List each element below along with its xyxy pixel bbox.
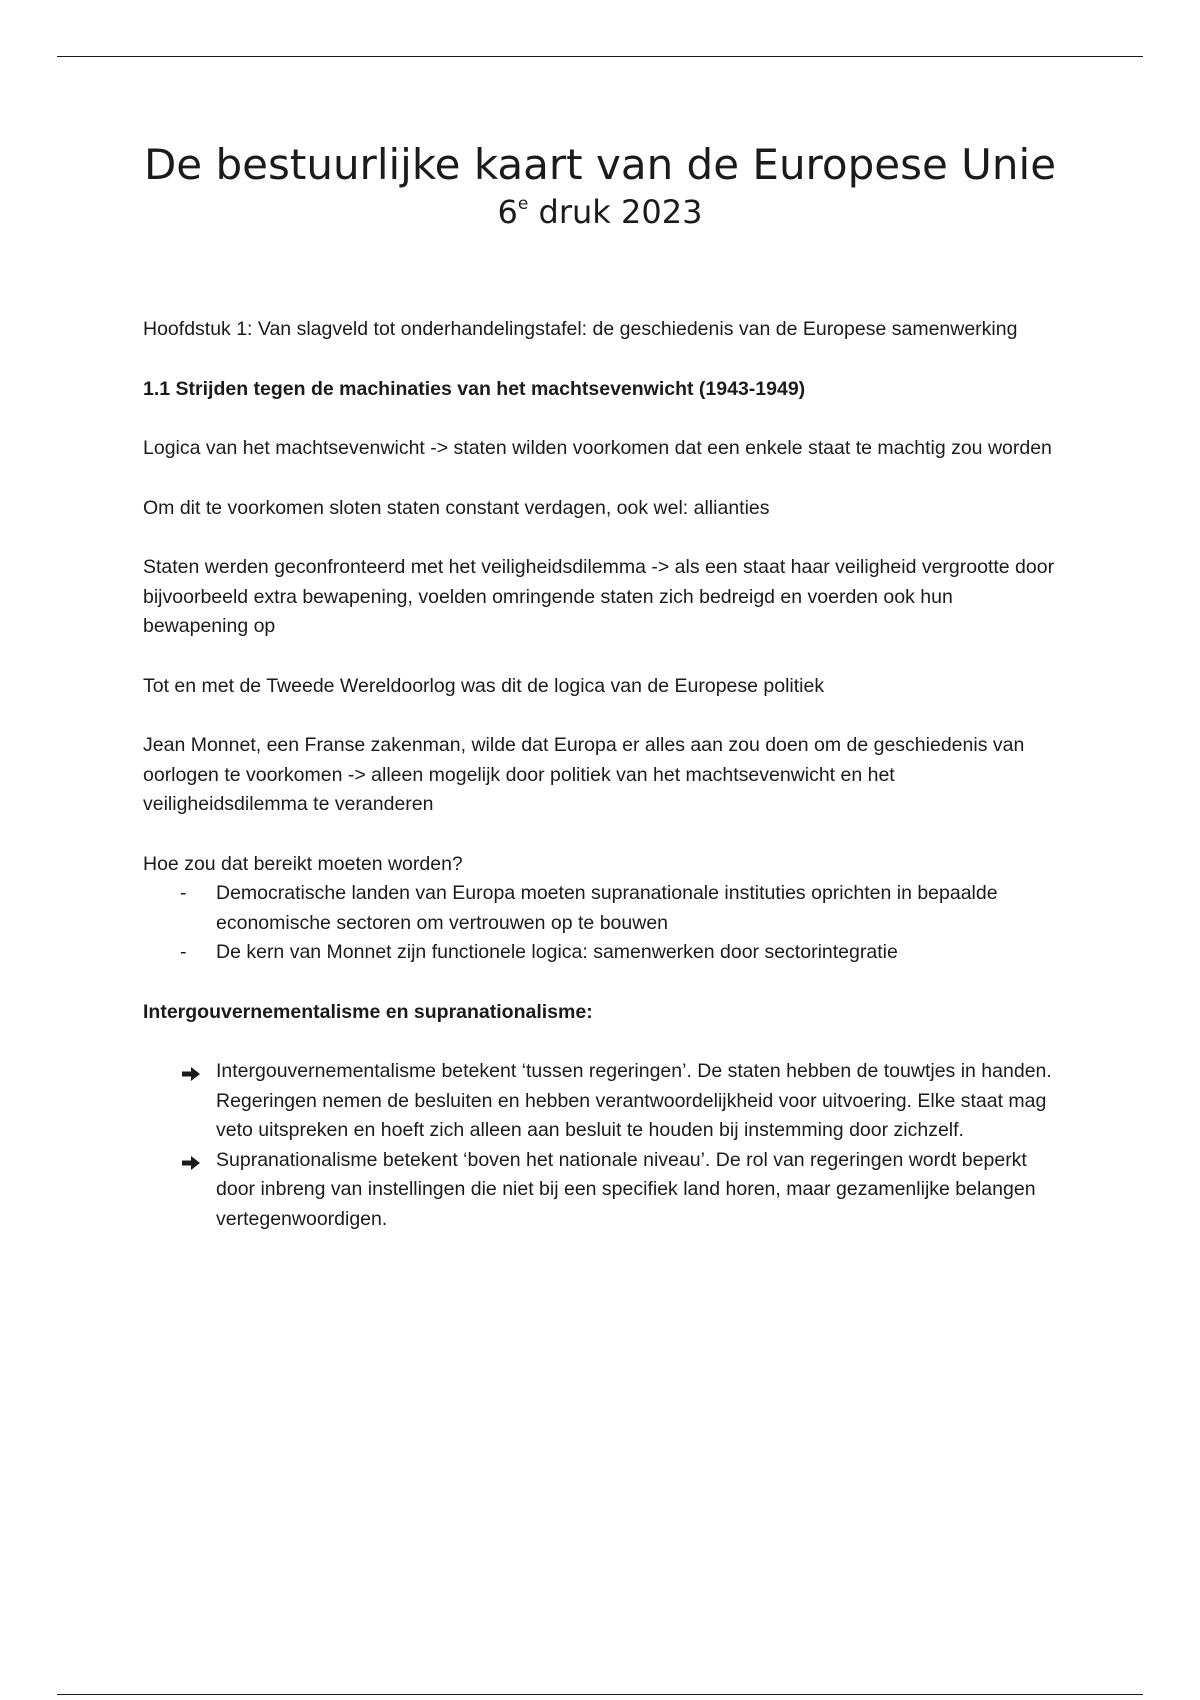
list-item-text: De kern van Monnet zijn functionele logica: samenwerken door sectorintegratie — [216, 941, 898, 963]
section-heading: 1.1 Strijden tegen de machinaties van het machtsevenwicht (1943-1949) — [143, 377, 806, 400]
page-top-rule — [57, 56, 1143, 57]
subheading: Intergouvernementalisme en supranationalisme: — [143, 1000, 593, 1023]
page-bottom-rule — [57, 1694, 1143, 1695]
document-title: De bestuurlijke kaart van de Europese Unie — [143, 140, 1057, 189]
paragraph: Logica van het machtsevenwicht -> staten wilden voorkomen dat een enkele staat te machtig zou worden — [143, 437, 1052, 459]
arrow-right-icon — [181, 1063, 201, 1081]
list-item — [143, 938, 1063, 968]
arrow-right-icon — [181, 1152, 201, 1170]
list-item-text: Supranationalisme betekent ‘boven het nationale niveau’. De rol van regeringen wordt beperkt door inbreng van instellingen die niet bij een specifiek land horen, maar gezamenlijke belangen vertegenwoordigen. — [216, 1148, 1036, 1230]
edition-suffix: druk 2023 — [528, 193, 703, 231]
paragraph: Om dit te voorkomen sloten staten constant verdagen, ook wel: allianties — [143, 496, 770, 519]
paragraph: Staten werden geconfronteerd met het veiligheidsdilemma -> als een staat haar veiligheid vergrootte door bijvoorbeeld extra bewapening, voelden omringende staten zich bedreigd en voerden ook hun bewapening op — [143, 556, 1055, 637]
title-block — [143, 140, 1057, 232]
edition-number: 6 — [497, 193, 518, 231]
dash-marker: - — [180, 941, 187, 963]
paragraph: Jean Monnet, een Franse zakenman, wilde dat Europa er alles aan zou doen om de geschiedenis van oorlogen te voorkomen -> alleen mogelijk door politiek van het machtsevenwicht en het veiligheidsdilemma te veranderen — [143, 734, 1025, 815]
list-item — [143, 1146, 1063, 1235]
dash-marker: - — [180, 882, 187, 904]
list-item-text: Democratische landen van Europa moeten supranationale instituties oprichten in bepaalde economische sectoren om vertrouwen op te bouwen — [216, 882, 998, 934]
list-item — [143, 1057, 1063, 1146]
edition-superscript: e — [517, 194, 529, 214]
arrow-list — [143, 1057, 1063, 1234]
edition-line — [143, 192, 1057, 232]
document-body — [143, 315, 1063, 1234]
list-item — [143, 879, 1063, 938]
question-line: Hoe zou dat bereikt moeten worden? — [143, 852, 463, 875]
list-item-text: Intergouvernementalisme betekent ‘tussen regeringen’. De staten hebben de touwtjes in handen. Regeringen nemen de besluiten en hebben verantwoordelijkheid voor uitvoering. Elke staat mag veto uitspreken en hoeft zich alleen aan besluit te houden bij instemming door zichzelf. — [216, 1060, 1052, 1141]
paragraph: Tot en met de Tweede Wereldoorlog was dit de logica van de Europese politiek — [143, 674, 825, 697]
dash-list — [143, 879, 1063, 968]
chapter-heading: Hoofdstuk 1: Van slagveld tot onderhandelingstafel: de geschiedenis van de Europese samenwerking — [143, 318, 1018, 340]
